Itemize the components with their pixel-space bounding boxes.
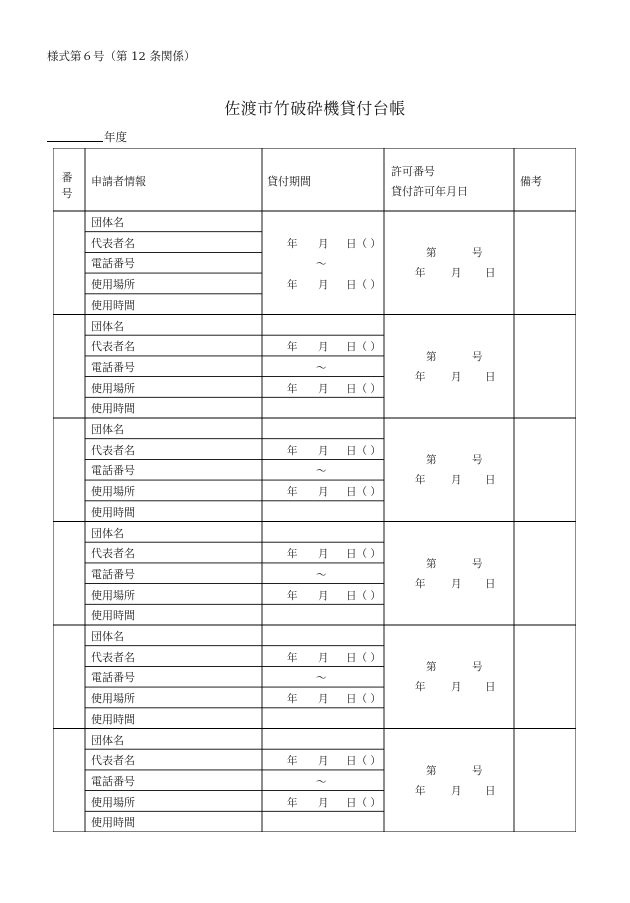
record-field-label: 電話番号 bbox=[91, 257, 135, 271]
record-field-label: 使用時間 bbox=[91, 402, 135, 416]
period-start-day-mark: 日（ ） bbox=[346, 651, 381, 664]
period-end-day-mark: 日（ ） bbox=[346, 486, 381, 499]
period-range-tilde: 〜 bbox=[316, 568, 327, 581]
period-start-year-mark: 年 bbox=[287, 755, 298, 768]
record-field-label: 電話番号 bbox=[91, 360, 135, 374]
permit-month-mark: 月 bbox=[451, 577, 462, 590]
record-field-label: 代表者名 bbox=[91, 236, 135, 250]
period-end-year-mark: 年 bbox=[287, 486, 298, 499]
record-field-label: 電話番号 bbox=[91, 567, 135, 581]
period-start-day-mark: 日（ ） bbox=[346, 237, 381, 250]
form-reference: 様式第６号（第 12 条関係） bbox=[47, 49, 196, 63]
period-end-month-mark: 月 bbox=[318, 796, 329, 809]
period-start-month-mark: 月 bbox=[318, 237, 329, 250]
permit-month-mark: 月 bbox=[451, 267, 462, 279]
period-end-month-mark: 月 bbox=[318, 693, 329, 706]
period-start-day-mark: 日（ ） bbox=[346, 548, 381, 561]
permit-year-mark: 年 bbox=[415, 577, 426, 590]
header-period: 貸付期間 bbox=[267, 175, 311, 188]
record-field-label: 使用時間 bbox=[91, 505, 135, 519]
permit-month-mark: 月 bbox=[451, 370, 462, 383]
record-field-label: 使用時間 bbox=[91, 712, 135, 726]
header-permit-date: 貸付許可年月日 bbox=[391, 185, 468, 198]
permit-go-mark: 号 bbox=[472, 661, 483, 673]
period-range-tilde: 〜 bbox=[316, 672, 327, 685]
period-range-tilde: 〜 bbox=[316, 775, 327, 788]
permit-dai-mark: 第 bbox=[426, 454, 437, 466]
record-field-label: 使用時間 bbox=[91, 609, 135, 623]
period-end-month-mark: 月 bbox=[318, 382, 329, 395]
permit-year-mark: 年 bbox=[415, 784, 426, 797]
period-start-year-mark: 年 bbox=[287, 444, 298, 457]
period-start-year-mark: 年 bbox=[287, 548, 298, 561]
permit-go-mark: 号 bbox=[472, 350, 483, 363]
permit-day-mark: 日 bbox=[485, 681, 496, 693]
header-number-char-2: 号 bbox=[61, 187, 73, 200]
period-start-month-mark: 月 bbox=[318, 341, 329, 354]
period-end-day-mark: 日（ ） bbox=[346, 279, 381, 292]
period-start-year-mark: 年 bbox=[287, 651, 298, 664]
permit-year-mark: 年 bbox=[415, 370, 426, 383]
permit-year-mark: 年 bbox=[415, 474, 426, 486]
record-field-label: 電話番号 bbox=[91, 774, 135, 788]
permit-day-mark: 日 bbox=[485, 784, 496, 797]
year-label: 年度 bbox=[104, 130, 127, 144]
permit-dai-mark: 第 bbox=[426, 350, 437, 363]
period-end-month-mark: 月 bbox=[318, 279, 329, 292]
header-remarks: 備考 bbox=[520, 175, 542, 188]
period-end-year-mark: 年 bbox=[287, 693, 298, 706]
record-field-label: 使用場所 bbox=[91, 278, 135, 292]
period-start-day-mark: 日（ ） bbox=[346, 341, 381, 354]
period-end-day-mark: 日（ ） bbox=[346, 589, 381, 602]
period-start-month-mark: 月 bbox=[318, 548, 329, 561]
permit-day-mark: 日 bbox=[485, 267, 496, 279]
permit-year-mark: 年 bbox=[415, 681, 426, 693]
period-start-month-mark: 月 bbox=[318, 444, 329, 457]
record-field-label: 使用時間 bbox=[91, 298, 135, 312]
header-number-char-1: 番 bbox=[61, 171, 73, 184]
record-field-label: 代表者名 bbox=[91, 443, 135, 457]
record-field-label: 団体名 bbox=[91, 216, 124, 229]
record-field-label: 代表者名 bbox=[91, 650, 135, 664]
header-applicant: 申請者情報 bbox=[91, 175, 146, 188]
period-start-day-mark: 日（ ） bbox=[346, 755, 381, 768]
record-field-label: 電話番号 bbox=[91, 671, 135, 685]
permit-dai-mark: 第 bbox=[426, 557, 437, 570]
record-field-label: 団体名 bbox=[91, 526, 124, 540]
period-start-day-mark: 日（ ） bbox=[346, 444, 381, 457]
period-start-year-mark: 年 bbox=[287, 341, 298, 354]
permit-dai-mark: 第 bbox=[426, 661, 437, 673]
permit-month-mark: 月 bbox=[451, 474, 462, 486]
header-permit-number: 許可番号 bbox=[391, 165, 435, 178]
document-title: 佐渡市竹破砕機貸付台帳 bbox=[224, 99, 406, 118]
record-field-label: 使用場所 bbox=[91, 588, 135, 602]
period-end-day-mark: 日（ ） bbox=[346, 693, 381, 706]
permit-month-mark: 月 bbox=[451, 784, 462, 797]
period-end-year-mark: 年 bbox=[287, 796, 298, 809]
year-blank-line bbox=[47, 141, 103, 142]
record-field-label: 代表者名 bbox=[91, 754, 135, 768]
permit-go-mark: 号 bbox=[472, 764, 483, 777]
record-field-label: 使用場所 bbox=[91, 795, 135, 809]
permit-year-mark: 年 bbox=[415, 267, 426, 279]
period-end-month-mark: 月 bbox=[318, 589, 329, 602]
permit-go-mark: 号 bbox=[472, 247, 483, 259]
record-field-label: 団体名 bbox=[91, 423, 124, 436]
period-start-year-mark: 年 bbox=[287, 237, 298, 250]
period-range-tilde: 〜 bbox=[316, 465, 327, 478]
period-end-month-mark: 月 bbox=[318, 486, 329, 499]
period-end-year-mark: 年 bbox=[287, 589, 298, 602]
record-field-label: 使用場所 bbox=[91, 485, 135, 499]
period-end-day-mark: 日（ ） bbox=[346, 382, 381, 395]
record-field-label: 代表者名 bbox=[91, 340, 135, 354]
permit-go-mark: 号 bbox=[472, 454, 483, 466]
period-end-year-mark: 年 bbox=[287, 279, 298, 292]
header-number bbox=[60, 170, 74, 202]
permit-dai-mark: 第 bbox=[426, 764, 437, 777]
record-field-label: 使用時間 bbox=[91, 816, 135, 830]
record-field-label: 代表者名 bbox=[91, 547, 135, 561]
period-range-tilde: 〜 bbox=[316, 258, 327, 271]
record-field-label: 使用場所 bbox=[91, 381, 135, 395]
permit-month-mark: 月 bbox=[451, 681, 462, 693]
period-start-month-mark: 月 bbox=[318, 651, 329, 664]
period-start-month-mark: 月 bbox=[318, 755, 329, 768]
record-field-label: 使用場所 bbox=[91, 692, 135, 706]
record-field-label: 団体名 bbox=[91, 319, 124, 333]
record-field-label: 電話番号 bbox=[91, 464, 135, 478]
permit-dai-mark: 第 bbox=[426, 247, 437, 259]
period-end-day-mark: 日（ ） bbox=[346, 796, 381, 809]
period-end-year-mark: 年 bbox=[287, 382, 298, 395]
permit-day-mark: 日 bbox=[485, 474, 496, 486]
permit-day-mark: 日 bbox=[485, 370, 496, 383]
record-field-label: 団体名 bbox=[91, 733, 124, 747]
permit-go-mark: 号 bbox=[472, 557, 483, 570]
period-range-tilde: 〜 bbox=[316, 361, 327, 374]
permit-day-mark: 日 bbox=[485, 577, 496, 590]
record-field-label: 団体名 bbox=[91, 630, 124, 643]
